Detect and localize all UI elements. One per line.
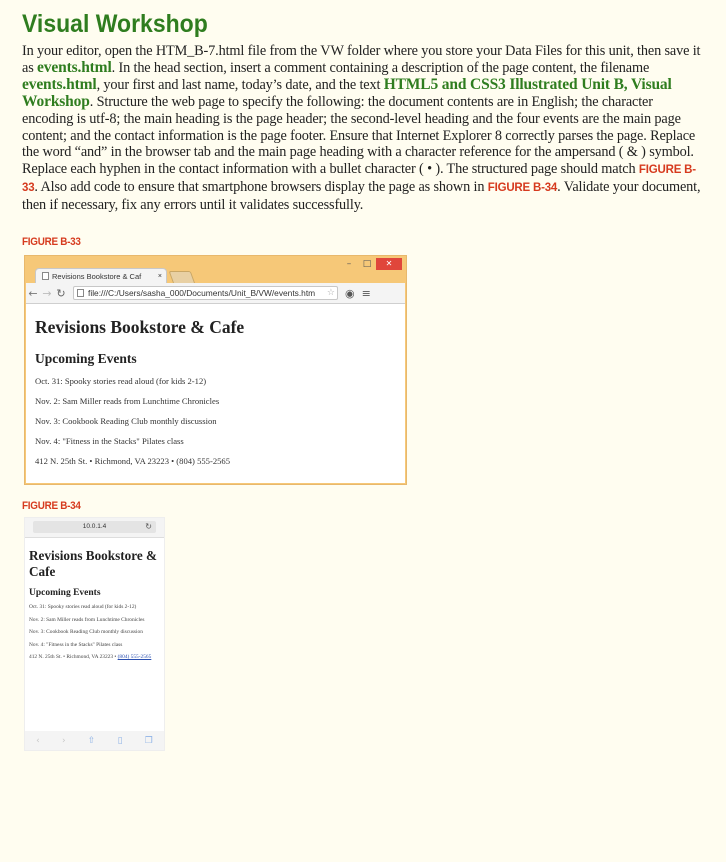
forward-chevron-icon[interactable]: › bbox=[61, 735, 66, 746]
event-item: Oct. 31: Spooky stories read aloud (for kids 2-12) bbox=[35, 376, 207, 386]
maximize-button[interactable]: □ bbox=[362, 259, 372, 269]
close-window-button[interactable]: ✕ bbox=[376, 258, 402, 270]
share-icon[interactable]: ⇧ bbox=[87, 735, 96, 746]
text-run: , your first and last name, today’s date, and the text bbox=[96, 76, 384, 93]
tabs-icon[interactable]: ❐ bbox=[144, 735, 153, 746]
back-arrow-icon[interactable]: ← bbox=[28, 286, 38, 300]
address-bar[interactable] bbox=[73, 286, 338, 300]
event-item: Nov. 4: "Fitness in the Stacks" Pilates class bbox=[35, 436, 184, 446]
contact-footer bbox=[29, 654, 160, 662]
window-controls bbox=[340, 257, 402, 271]
rendered-main-heading: Revisions Bookstore & Cafe bbox=[29, 548, 157, 579]
tab-title: Revisions Bookstore & Caf bbox=[52, 271, 142, 281]
text-run: . Structure the web page to specify the following: the document contents are in English; the character encoding is utf-8; the main heading is the page header; the second-level heading and the four events are the main page content; and the contact information is the page footer. Ensure that Internet Explorer 8 correctly parses the page. Replace the word “and” in the browser tab and the main page heading with a character reference for the ampersand ( & ) symbol. Replace each hyphen in the contact information with a bullet character ( • ). The structured page should match bbox=[22, 93, 696, 178]
filename-highlight: events.html bbox=[22, 75, 97, 93]
browser-viewport bbox=[26, 304, 405, 483]
event-item: Nov. 4: "Fitness in the Stacks" Pilates class bbox=[29, 641, 123, 648]
desktop-browser-window bbox=[24, 255, 407, 485]
contact-address: 412 N. 25th St. • Richmond, VA 23223 • bbox=[29, 654, 118, 661]
page-icon bbox=[77, 289, 84, 297]
mobile-viewport bbox=[25, 548, 164, 662]
figure-reference: FIGURE B-33 bbox=[22, 164, 696, 195]
forward-arrow-icon[interactable]: → bbox=[42, 286, 52, 300]
menu-icon[interactable]: ≡ bbox=[361, 286, 371, 300]
mobile-url-text[interactable]: 10.0.1.4 bbox=[33, 521, 156, 533]
instructions-section bbox=[22, 8, 707, 214]
event-item: Nov. 3: Cookbook Reading Club monthly discussion bbox=[29, 629, 143, 636]
text-run: . Also add code to ensure that smartphone browsers display the page as shown in bbox=[34, 179, 488, 196]
contact-footer: 412 N. 25th St. • Richmond, VA 23223 • (804) 555-2565 bbox=[35, 456, 231, 466]
page-icon bbox=[42, 272, 49, 280]
url-text: file:///C:/Users/sasha_000/Documents/Unit_B/VW/events.htm bbox=[88, 288, 316, 298]
event-item: Nov. 2: Sam Miller reads from Lunchtime Chronicles bbox=[35, 396, 220, 406]
extension-icon[interactable]: ◉ bbox=[345, 286, 355, 300]
figure-reference: FIGURE B-34 bbox=[487, 182, 558, 195]
text-run: . Validate your document, then if necessary, fix any errors until it validates successfully. bbox=[22, 179, 701, 214]
browser-toolbar bbox=[26, 283, 405, 304]
mobile-address-bar[interactable] bbox=[25, 518, 164, 538]
text-run: In your editor, open the HTM_B-7.html file from the VW folder where you store your Data Files for this unit, then save it as bbox=[22, 43, 701, 76]
event-item: Nov. 3: Cookbook Reading Club monthly discussion bbox=[35, 416, 217, 426]
bookmark-star-icon[interactable]: ☆ bbox=[326, 288, 335, 298]
bookmarks-icon[interactable]: ▯ bbox=[117, 735, 123, 746]
reload-icon[interactable]: ↻ bbox=[145, 522, 152, 531]
mobile-bottom-toolbar bbox=[25, 731, 164, 750]
filename-highlight: events.html bbox=[37, 58, 112, 76]
minimize-button[interactable]: – bbox=[346, 259, 352, 269]
figure-label: FIGURE B-34 bbox=[22, 500, 81, 512]
tab-close-icon[interactable]: × bbox=[157, 272, 162, 280]
instructions-paragraph bbox=[22, 43, 707, 214]
course-highlight: HTML5 and CSS3 Illustrated Unit B, Visual Workshop bbox=[22, 75, 672, 110]
figure-label: FIGURE B-33 bbox=[22, 236, 81, 248]
reload-icon[interactable]: ↻ bbox=[56, 286, 66, 300]
back-chevron-icon[interactable]: ‹ bbox=[36, 735, 40, 746]
event-item: Nov. 2: Sam Miller reads from Lunchtime Chronicles bbox=[29, 616, 145, 623]
rendered-subheading: Upcoming Events bbox=[35, 351, 137, 366]
browser-tab[interactable] bbox=[35, 268, 167, 283]
rendered-main-heading: Revisions Bookstore & Cafe bbox=[35, 317, 245, 337]
phone-link[interactable]: (804) 555-2565 bbox=[117, 654, 152, 661]
rendered-subheading: Upcoming Events bbox=[29, 588, 101, 598]
event-item: Oct. 31: Spooky stories read aloud (for kids 2-12) bbox=[29, 604, 137, 610]
mobile-browser bbox=[24, 517, 165, 751]
text-run: . In the head section, insert a comment containing a description of the page content, the filename bbox=[111, 59, 650, 76]
page-title: Visual Workshop bbox=[22, 10, 208, 38]
